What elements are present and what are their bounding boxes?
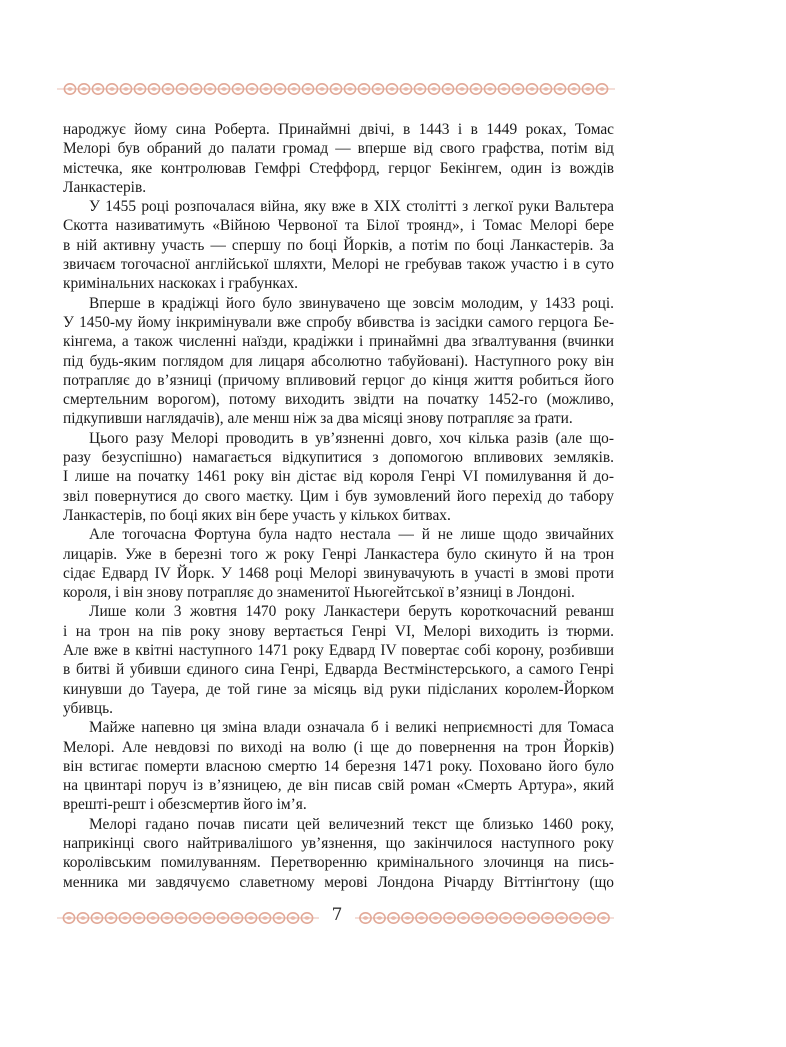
paragraph-line: лицарів. Уже в березні того ж року Генрі Ланкастера було скинуто й на трон <box>63 545 614 563</box>
paragraph-line: в битві й убивши єдиного сина Генрі, Едварда Вестмінстерського, а самого Генрі <box>63 661 614 679</box>
paragraph-line: Лише коли 3 жовтня 1470 року Ланкастери беруть короткочасний реванш <box>89 603 614 621</box>
paragraph-line: У 1455 році розпочалася війна, яку вже в XIX столітті з легкої руки Вальтера <box>89 198 614 216</box>
paragraph-line: звичаєм тогочасної англійської шляхти, Мелорі не гребував також участю і в суто <box>63 256 614 274</box>
paragraph-line: І лише на початку 1461 року він дістає від короля Генрі VI помилування й до- <box>63 468 614 486</box>
paragraph-line: короля, і він знову потрапляє до знаменитої Ньюгейтської в’язниці в Лондоні. <box>63 584 575 602</box>
paragraph-line: Ланкастерів. <box>63 178 147 196</box>
paragraph-line: кінгема, а також численні наїзди, крадіжки і принаймні два зґвалтування (вчинки <box>63 333 614 351</box>
paragraph-line: Але вже в квітні наступного 1471 року Едвард IV повертає собі корону, розбивши <box>63 642 614 660</box>
paragraph-line: він встигає померти власною смертю 14 березня 1471 року. Поховано його було <box>63 757 614 775</box>
body-text <box>63 120 614 892</box>
paragraph-line: народжує йому сина Роберта. Принаймні двічі, в 1443 і в 1449 роках, Томас <box>63 121 614 138</box>
paragraph-line: менника ми завдячуємо славетному мерові Лондона Річарду Віттінґтону (що <box>63 873 614 891</box>
paragraph-line: Майже напевно ця зміна влади означала б і великі неприємності для Томаса <box>89 719 614 737</box>
paragraph-line: кримінальних наскоках і грабунках. <box>63 275 299 293</box>
page-number: 7 <box>331 905 343 925</box>
paragraph-line: Вперше в крадіжці його було звинувачено ще зовсім молодим, у 1433 році. <box>89 294 614 312</box>
paragraph-line: Ланкастерів, по боці яких він бере участь у кількох битвах. <box>63 506 451 524</box>
bottom-right-ornament-border <box>355 911 614 925</box>
paragraph-line: звіл повернутися до свого маєтку. Цим і був зумовлений його перехід до табору <box>63 487 614 505</box>
paragraph-line: потрапляє до в’язниці (причому впливовий герцог до кінця життя робиться його <box>63 371 614 389</box>
paragraph-line: на цвинтарі поруч із в’язницею, де він писав свій роман «Смерть Артура», який <box>63 777 614 795</box>
paragraph-line: королівським помилуванням. Перетворенню кримінального злочинця на пись- <box>63 854 614 872</box>
paragraph-line: разу безуспішно) намагається відкупитися з допомогою впливових земляків. <box>63 449 614 467</box>
paragraph-line: містечка, яке контролював Гемфрі Стеффорд, герцог Бекінгем, один із вождів <box>63 159 614 177</box>
paragraph-line: У 1450-му йому інкримінували вже спробу вбивства із засідки самого герцога Бе- <box>63 313 614 331</box>
paragraph-line: убивць. <box>63 699 113 717</box>
paragraph-line: підкупивши наглядачів), але менш ніж за два місяці знову потрапляє за ґрати. <box>63 410 573 428</box>
paragraph-line: і на трон на пів року знову вертається Генрі VI, Мелорі виходить із тюрми. <box>63 622 614 640</box>
paragraph-line: смертельним ворогом), потому виходить звідти на початку 1452-го (можливо, <box>63 391 614 409</box>
paragraph-line: Мелорі був обраний до палати громад — вперше від свого графства, потім від <box>63 140 614 158</box>
paragraph-line: Але тогочасна Фортуна була надто нестала — й не лише щодо звичайних <box>89 526 614 544</box>
paragraph-line: Мелорі гадано почав писати цей величезний текст ще близько 1460 року, <box>89 815 614 833</box>
paragraph-line: сідає Едвард IV Йорк. У 1468 році Мелорі звинувачують в участі в змові проти <box>63 564 614 582</box>
paragraph-line: Скотта називатимуть «Війною Червоної та Білої троянд», і Томас Мелорі бере <box>63 217 614 235</box>
bottom-left-ornament-border <box>57 911 319 925</box>
paragraph-line: наприкінці свого найтривалішого ув’язнення, що закінчилося наступного року <box>63 834 614 852</box>
paragraph-line: Цього разу Мелорі проводить в ув’язненні довго, хоч кілька разів (але що- <box>89 429 614 447</box>
top-ornament-border <box>57 82 615 96</box>
paragraph-line: Мелорі. Але невдовзі по виході на волю (і ще до повернення на трон Йорків) <box>63 738 614 756</box>
paragraph-line: врешті-решт і обезсмертив його ім’я. <box>63 796 307 814</box>
paragraph-line: в ній активну участь — спершу по боці Йорків, а потім по боці Ланкастерів. За <box>63 236 614 254</box>
paragraph-line: кинувши до Тауера, де той гине за місяць від руки підісланих королем-Йорком <box>63 680 614 698</box>
paragraph-line: під будь-яким поглядом для лицаря абсолютно табуйовані). Наступного року він <box>63 352 614 370</box>
